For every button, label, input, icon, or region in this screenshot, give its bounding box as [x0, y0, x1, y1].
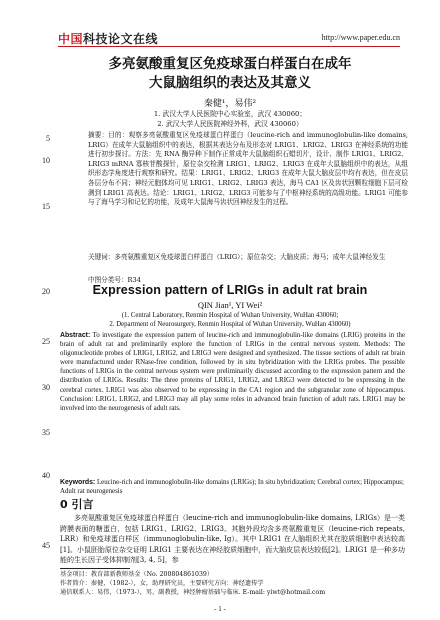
introduction-paragraph: 多亮氨酸重复区免疫球蛋白样蛋白（leucine-rich and immunoglobulin-like domains, LRIGs）是一类跨膜表面的糖蛋白，包括 LRIG1、LRIG2、LRIG3。其胞外段均含多亮氨酸重复区（leucine-rich repeats, LRR）和免疫球蛋白样区（immunoglobulin-like, Ig）。其中 LRIG1 在人脑组织尤其在胶质细胞中表达较高[1]。小鼠胚胎原位杂交证明 LRIG1 主要表达在神经胶质细胞中，而大脑皮层表达较低[2]。LRIG1 是一种多功能的生长因子受体抑制剂[3, 4, 5]，参	[60, 514, 405, 565]
english-authors: QIN Jian¹, YI Wei²	[197, 300, 263, 310]
chinese-title-line: 多亮氨酸重复区免疫球蛋白样蛋白在成年	[108, 56, 352, 72]
english-affiliation: (1. Central Laboratory, Renmin Hospital of Wuhan University, WuHan 430060;	[121, 312, 339, 319]
line-number: 45	[42, 541, 50, 550]
abstract-text: To investigate the expression pattern of leucine-rich and immunoglobulin-like domains (LRIG) proteins in the brain of adult rat and preliminarily explore the function of LRIGs in the central nervous system. Methods: The oligonucleotide probes of LRIG1, LRIG2, and LRIG3 were designed and synthesized. The tissue sections of adult rat brain were manufactured under RNase-free condition, followed by in situ hybridization with the LRIGs probes. The possible functions of LRIGs in the central nervous system were preliminarily discussed according to the expression pattern and the distribution of LRIGs. Results: The three proteins of LRIG1, LRIG2, and LRIG3 were detected to be expressing in the cerebral cortex. LRIG1 was also observed to be expressing in the CA1 region and the subgranular zone of hippocampus. Conclusion: LRIG1, LRIG2, and LRIG3 may all play some roles in advanced brain function of adult rats. LRIG1 may be involved into the neurogenesis of adult rats.	[60, 332, 405, 412]
site-url[interactable]: http://www.paper.edu.cn	[321, 33, 400, 42]
chinese-title	[60, 55, 400, 93]
chinese-classification: 中图分类号：R34	[88, 276, 141, 284]
chinese-keywords: 关键词：多亮氨酸重复区免疫球蛋白样蛋白（LRIG）；原位杂交；大脑皮质；海马；成年大鼠神经发生	[88, 253, 386, 261]
abstract-label: Abstract:	[60, 332, 91, 339]
logo-text: 科技论文在线	[83, 32, 159, 46]
footnote-funding: 基金项目：教育部新教师基金（No. 200804861039）	[60, 571, 214, 578]
journal-logo	[58, 30, 158, 47]
english-abstract	[60, 331, 405, 413]
chinese-affiliation: 1. 武汉大学人民医院中心实验室，武汉 430060；	[153, 110, 307, 118]
page-number: - 1 -	[214, 605, 226, 613]
chinese-title-line: 大鼠脑组织的表达及其意义	[149, 75, 311, 91]
keywords-label: Keywords:	[60, 479, 96, 486]
header-rule	[58, 46, 400, 47]
chinese-affiliations	[60, 110, 400, 129]
line-number: 30	[42, 383, 50, 392]
logo-red-text: 中国	[58, 32, 84, 46]
line-number: 10	[42, 156, 50, 165]
footnote-rule	[60, 568, 130, 569]
chinese-authors: 秦健¹，易伟²	[203, 99, 257, 109]
chinese-affiliation: 2. 武汉大学人民医院神经外科，武汉 430060）	[157, 119, 303, 128]
line-number: 20	[42, 287, 50, 296]
footnote-corresponding-author: 通信联系人：易伟，（1973-），男，副教授，神经肿瘤基础与临床. E-mail: yiwt@hotmail.com	[60, 588, 326, 596]
footnote-author-bio: 作者简介：秦健，（1982-），女，助理研究员，主要研究方向：神经遗传学	[60, 579, 264, 587]
line-number: 5	[46, 134, 50, 143]
english-title: Expression pattern of LRIGs in adult rat brain	[92, 283, 368, 297]
footnotes	[60, 571, 405, 597]
section-heading-introduction: 0 引言	[60, 498, 94, 511]
line-number: 25	[42, 337, 50, 346]
line-number: 35	[42, 428, 50, 437]
chinese-abstract: 摘要：目的：观察多亮氨酸重复区免疫球蛋白样蛋白（leucine-rich and immunoglobulin-like domains, LRIG）在成年大鼠脑组织中的表达，根据其表达分布及形态对 LRIG1、LRIG2、LRIG3 在神经系统的功能进行初步探讨。方法：先 RNA 酶异种下制作正常成年大鼠脑组织石蜡切片，设计、制作 LRIG1、LRIG2、LRIG3 mRNA 寡核苷酸探针，原位杂交检测 LRIG1、LRIG2、LRIG3 在成年大鼠脑组织中的表达，从组织形态学角度进行观察和研究。结果：LRIG1、LRIG2、LRIG3 在成年大鼠大脑皮层中均有表达，但在皮层各层分布不同；神经元胞体均可见 LRIG1、LRIG2、LRIG3 表达，海马 CA1 区及齿状回颗粒细胞下层可检测到 LRIG1 高表达。结论：LRIG1、LRIG2、LRIG3 可能参与了中枢神经系统的高级功能。LRIG1 可能参与了海马学习和记忆的功能，及成年大鼠海马齿状回神经发生的过程。	[88, 131, 408, 207]
english-keywords	[60, 478, 405, 496]
english-affiliations	[60, 311, 400, 329]
english-affiliation: 2. Department of Neurosurgery, Renmin Hospital of Wuhan University, WuHan 430060)	[109, 321, 351, 328]
keywords-text: Leucine-rich and immunoglobulin-like domains (LRIGs); In situ hybridization; Cerebral cortex; Hippocampus; Adult rat neurogenesis	[60, 479, 404, 496]
page-header	[0, 0, 440, 46]
line-number: 15	[42, 202, 50, 211]
line-number: 40	[42, 471, 50, 480]
